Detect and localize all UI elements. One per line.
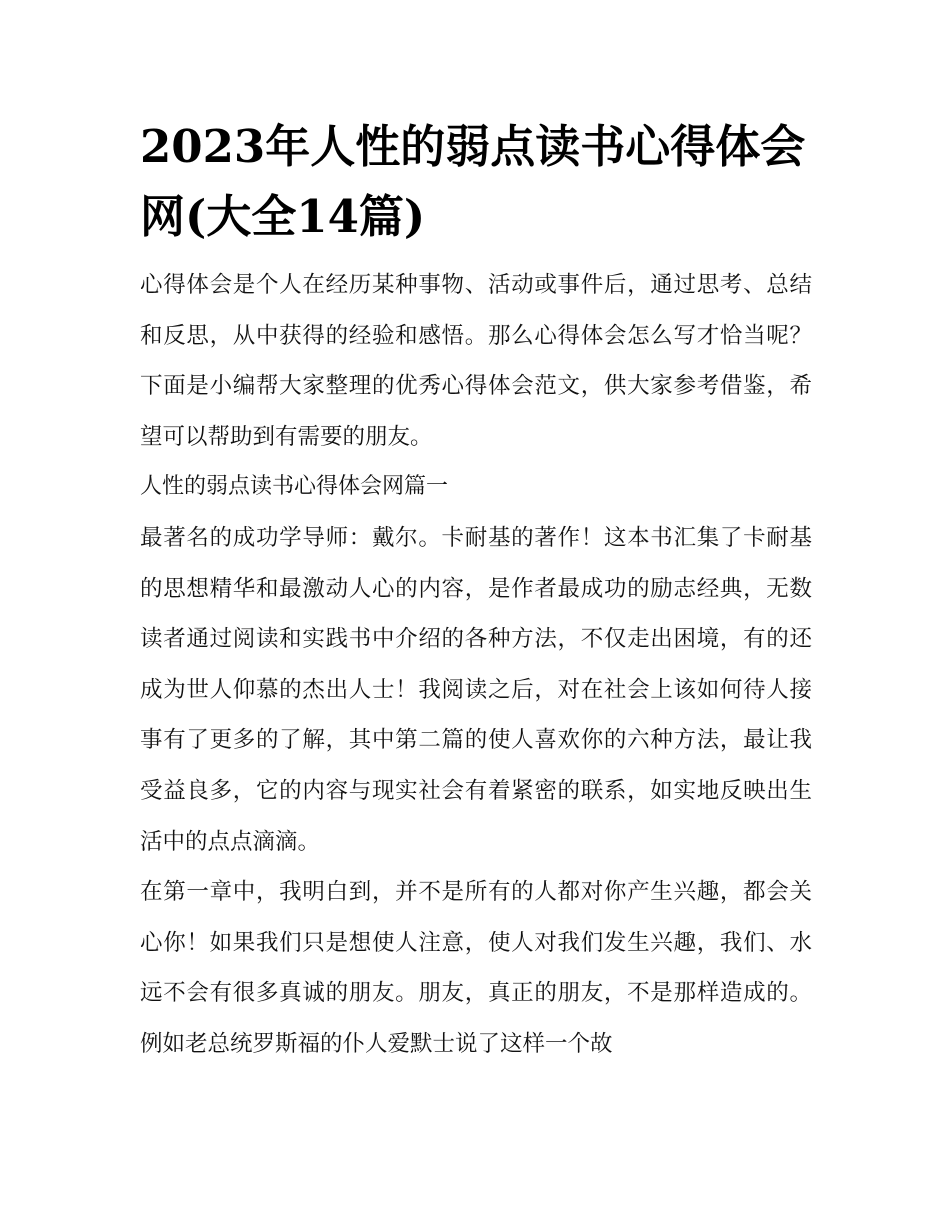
body-paragraph-1: 最著名的成功学导师：戴尔。卡耐基的著作！这本书汇集了卡耐基的思想精华和最激动人心的内容，是作者最成功的励志经典，无数读者通过阅读和实践书中介绍的各种方法，不仅走出困境，有的还成为世人仰慕的杰出人士！我阅读之后，对在社会上该如何待人接事有了更多的了解，其中第二篇的使人喜欢你的六种方法，最让我受益良多，它的内容与现实社会有着紧密的联系，如实地反映出生活中的点点滴滴。 — [140, 524, 812, 855]
document-title: 2023年人性的弱点读书心得体会网(大全14篇) — [140, 120, 806, 243]
body-paragraph-2: 在第一章中，我明白到，并不是所有的人都对你产生兴趣，都会关心你！如果我们只是想使人注意，使人对我们发生兴趣，我们、水远不会有很多真诚的朋友。朋友，真正的朋友，不是那样造成的。例如老总统罗斯福的仆人爱默士说了这样一个故 — [140, 879, 812, 1057]
document-page — [140, 112, 812, 1070]
section-heading: 人性的弱点读书心得体会网篇一 — [140, 474, 449, 500]
intro-paragraph: 心得体会是个人在经历某种事物、活动或事件后，通过思考、总结和反思，从中获得的经验和感悟。那么心得体会怎么写才恰当呢？下面是小编帮大家整理的优秀心得体会范文，供大家参考借鉴，希望可以帮助到有需要的朋友。 — [140, 272, 812, 450]
